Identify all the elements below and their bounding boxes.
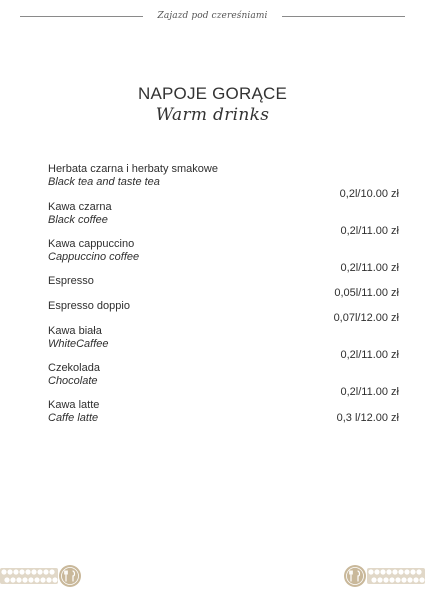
item-name: Kawa cappuccino bbox=[48, 238, 135, 250]
item-name: Czekolada bbox=[48, 362, 100, 374]
header-rule bbox=[20, 12, 405, 22]
item-name-en: Caffe latte bbox=[48, 412, 99, 424]
menu-item bbox=[48, 238, 399, 275]
item-price: 0,2l/10.00 zł bbox=[339, 188, 399, 200]
item-price: 0,2l/11.00 zł bbox=[340, 349, 399, 361]
item-name: Espresso bbox=[48, 275, 94, 287]
header-rule-right bbox=[282, 16, 405, 17]
page-subtitle: Warm drinks bbox=[155, 105, 270, 125]
item-price: 0,2l/11.00 zł bbox=[340, 262, 399, 274]
item-price: 0,3 l/12.00 zł bbox=[336, 412, 399, 424]
menu-item bbox=[48, 399, 399, 425]
menu-item bbox=[48, 201, 399, 238]
ornament-left bbox=[0, 564, 82, 588]
item-name-en: Black tea and taste tea bbox=[48, 176, 160, 188]
page-title: NAPOJE GORĄCE bbox=[137, 84, 288, 103]
menu-item bbox=[48, 362, 399, 399]
item-price: 0,2l/11.00 zł bbox=[340, 225, 399, 237]
menu-item bbox=[48, 275, 399, 300]
item-name: Herbata czarna i herbaty smakowe bbox=[48, 163, 218, 175]
menu-list bbox=[48, 163, 399, 425]
item-name: Kawa czarna bbox=[48, 201, 112, 213]
item-name-en: Chocolate bbox=[48, 375, 98, 387]
item-name: Kawa latte bbox=[48, 399, 100, 411]
menu-item bbox=[48, 300, 399, 325]
page-heading bbox=[0, 84, 425, 126]
item-price: 0,2l/11.00 zł bbox=[340, 386, 399, 398]
item-name-en: WhiteCaffee bbox=[48, 338, 109, 350]
ornament-right bbox=[343, 564, 425, 588]
item-name: Espresso doppio bbox=[48, 300, 130, 312]
item-name-en: Black coffee bbox=[48, 214, 108, 226]
brand-name: Zajazd pod czereśniami bbox=[157, 11, 268, 21]
item-price: 0,07l/12.00 zł bbox=[333, 312, 399, 324]
item-name-en: Cappuccino coffee bbox=[48, 251, 140, 263]
item-price: 0,05l/11.00 zł bbox=[334, 287, 399, 299]
menu-item bbox=[48, 163, 399, 201]
item-name: Kawa biała bbox=[48, 325, 102, 337]
menu-item bbox=[48, 325, 399, 362]
